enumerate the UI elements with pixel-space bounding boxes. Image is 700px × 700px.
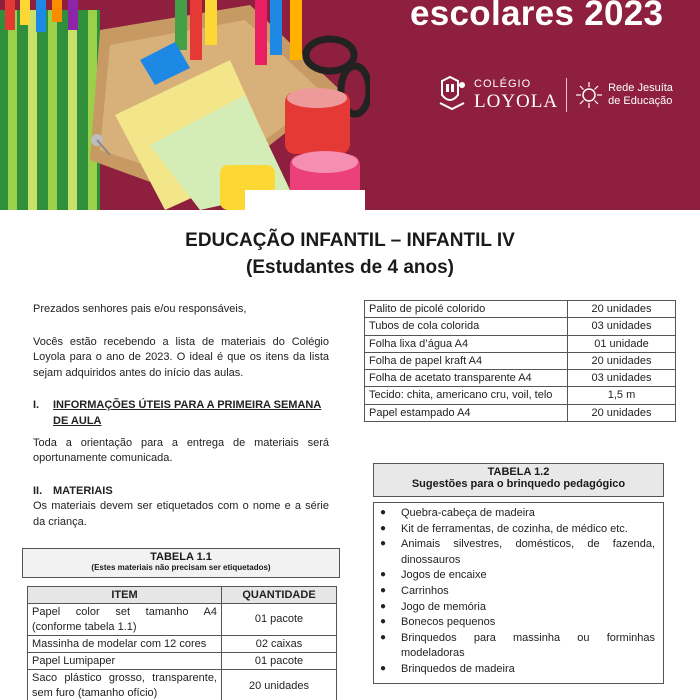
bullet-icon: ● bbox=[380, 538, 387, 550]
quantity-cell: 03 unidades bbox=[568, 318, 676, 335]
bullet-icon: ● bbox=[380, 600, 387, 612]
list-item bbox=[380, 631, 655, 662]
table-row bbox=[365, 318, 676, 335]
item-cell: Papel color set tamanho A4 (conforme tabela 1.1) bbox=[28, 604, 222, 636]
table-header-row bbox=[28, 587, 337, 604]
quantity-cell: 01 pacote bbox=[222, 604, 337, 636]
column-header-item: ITEM bbox=[28, 587, 222, 604]
banner-title: escolares 2023 bbox=[410, 0, 664, 33]
column-header-quantity: QUANTIDADE bbox=[222, 587, 337, 604]
logo-small-text: COLÉGIO bbox=[474, 78, 532, 90]
list-item-text: Brinquedos para massinha ou forminhas modeladoras bbox=[401, 631, 655, 660]
table-1-2 bbox=[373, 502, 664, 684]
quantity-cell: 02 caixas bbox=[222, 635, 337, 652]
table-1-1-caption bbox=[22, 548, 340, 578]
logo-divider bbox=[566, 78, 567, 112]
list-item-text: Bonecos pequenos bbox=[401, 616, 496, 629]
quantity-cell: 20 unidades bbox=[222, 670, 337, 700]
table-row bbox=[365, 335, 676, 352]
intro-paragraph: Vocês estão recebendo a lista de materiais do Colégio Loyola para o ano de 2023. O ideal é que os itens da lista sejam adquiridos antes do início das aulas. bbox=[33, 335, 329, 379]
item-cell: Tubos de cola colorida bbox=[365, 318, 568, 335]
quantity-cell: 01 unidade bbox=[568, 335, 676, 352]
list-item-text: Kit de ferramentas, de cozinha, de médico etc. bbox=[401, 522, 628, 535]
table-row bbox=[365, 301, 676, 318]
network-name bbox=[608, 82, 673, 108]
list-item-text: Jogos de encaixe bbox=[401, 569, 487, 582]
document-heading bbox=[0, 230, 700, 279]
quantity-cell: 1,5 m bbox=[568, 387, 676, 404]
table-row bbox=[28, 604, 337, 636]
left-column bbox=[33, 302, 329, 531]
item-cell: Folha de papel kraft A4 bbox=[365, 352, 568, 369]
list-item bbox=[380, 615, 655, 631]
table-row bbox=[28, 653, 337, 670]
table-row bbox=[28, 670, 337, 700]
section-1-text: Toda a orientação para a entrega de materiais será oportunamente comunicada. bbox=[33, 436, 329, 465]
bullet-icon: ● bbox=[380, 522, 387, 534]
list-item-text: Jogo de memória bbox=[401, 600, 486, 613]
item-cell: Massinha de modelar com 12 cores bbox=[28, 635, 222, 652]
table-row bbox=[365, 370, 676, 387]
list-item bbox=[380, 662, 655, 678]
list-item-text: Brinquedos de madeira bbox=[401, 663, 515, 676]
table-1-1-title: TABELA 1.1 bbox=[150, 551, 212, 563]
list-item bbox=[380, 506, 655, 522]
bullet-icon: ● bbox=[380, 585, 387, 597]
item-cell: Papel estampado A4 bbox=[365, 404, 568, 421]
logo-row bbox=[438, 70, 673, 120]
school-supplies-illustration bbox=[0, 0, 370, 210]
bullet-icon: ● bbox=[380, 631, 387, 643]
page-title: EDUCAÇÃO INFANTIL – INFANTIL IV bbox=[185, 230, 515, 251]
item-cell: Saco plástico grosso, transparente, sem furo (tamanho ofício) bbox=[28, 670, 222, 700]
toy-suggestions-list bbox=[380, 506, 655, 678]
table-row bbox=[28, 635, 337, 652]
list-item-text: Animais silvestres, domésticos, de fazenda, dinossauros bbox=[401, 538, 655, 566]
table-1-1 bbox=[27, 586, 337, 700]
section-2-title: MATERIAIS bbox=[53, 484, 113, 497]
loyola-wordmark bbox=[474, 79, 558, 111]
quantity-cell: 20 unidades bbox=[568, 301, 676, 318]
greeting-text: Prezados senhores pais e/ou responsáveis, bbox=[33, 303, 247, 315]
quantity-cell: 20 unidades bbox=[568, 352, 676, 369]
bullet-icon: ● bbox=[380, 663, 387, 675]
section-2-number: II. bbox=[33, 484, 43, 497]
network-line-1: Rede Jesuíta bbox=[608, 81, 673, 94]
table-row bbox=[365, 387, 676, 404]
list-item-text: Quebra-cabeça de madeira bbox=[401, 507, 535, 519]
section-1-number: I. bbox=[33, 399, 40, 412]
table-1-2-caption bbox=[373, 463, 664, 497]
quantity-cell: 03 unidades bbox=[568, 370, 676, 387]
logo-big-text: LOYOLA bbox=[474, 91, 559, 112]
table-row bbox=[365, 352, 676, 369]
bullet-icon: ● bbox=[380, 569, 387, 581]
section-1-title: INFORMAÇÕES ÚTEIS PARA A PRIMEIRA SEMANA DE AULA bbox=[53, 399, 322, 428]
item-cell: Papel Lumipaper bbox=[28, 653, 222, 670]
section-1-heading bbox=[33, 398, 329, 429]
table-1-1-subtitle: (Estes materiais não precisam ser etiquetados) bbox=[91, 563, 271, 572]
item-cell: Folha lixa d’água A4 bbox=[365, 335, 568, 352]
list-item bbox=[380, 600, 655, 616]
item-cell: Folha de acetato transparente A4 bbox=[365, 370, 568, 387]
table-1-2-title: TABELA 1.2 bbox=[487, 466, 550, 478]
item-cell: Palito de picolé colorido bbox=[365, 301, 568, 318]
quantity-cell: 01 pacote bbox=[222, 653, 337, 670]
list-item bbox=[380, 522, 655, 538]
list-item bbox=[380, 537, 655, 568]
header-banner bbox=[0, 0, 700, 210]
quantity-cell: 20 unidades bbox=[568, 404, 676, 421]
item-cell: Tecido: chita, americano cru, voil, telo bbox=[365, 387, 568, 404]
bullet-icon: ● bbox=[380, 616, 387, 628]
list-item-text: Carrinhos bbox=[401, 585, 449, 598]
page-subtitle: (Estudantes de 4 anos) bbox=[246, 257, 454, 278]
section-2-heading bbox=[33, 484, 329, 500]
list-item bbox=[380, 584, 655, 600]
table-1-2-subtitle: Sugestões para o brinquedo pedagógico bbox=[411, 478, 626, 490]
table-1-1-continued bbox=[364, 300, 676, 422]
loyola-emblem-icon bbox=[438, 75, 468, 115]
list-item bbox=[380, 568, 655, 584]
sun-emblem-icon bbox=[575, 81, 603, 109]
bullet-icon: ● bbox=[380, 507, 387, 518]
table-row bbox=[365, 404, 676, 421]
network-line-2: de Educação bbox=[608, 95, 673, 107]
section-2-text: Os materiais devem ser etiquetados com o nome e a série da criança. bbox=[33, 500, 329, 529]
